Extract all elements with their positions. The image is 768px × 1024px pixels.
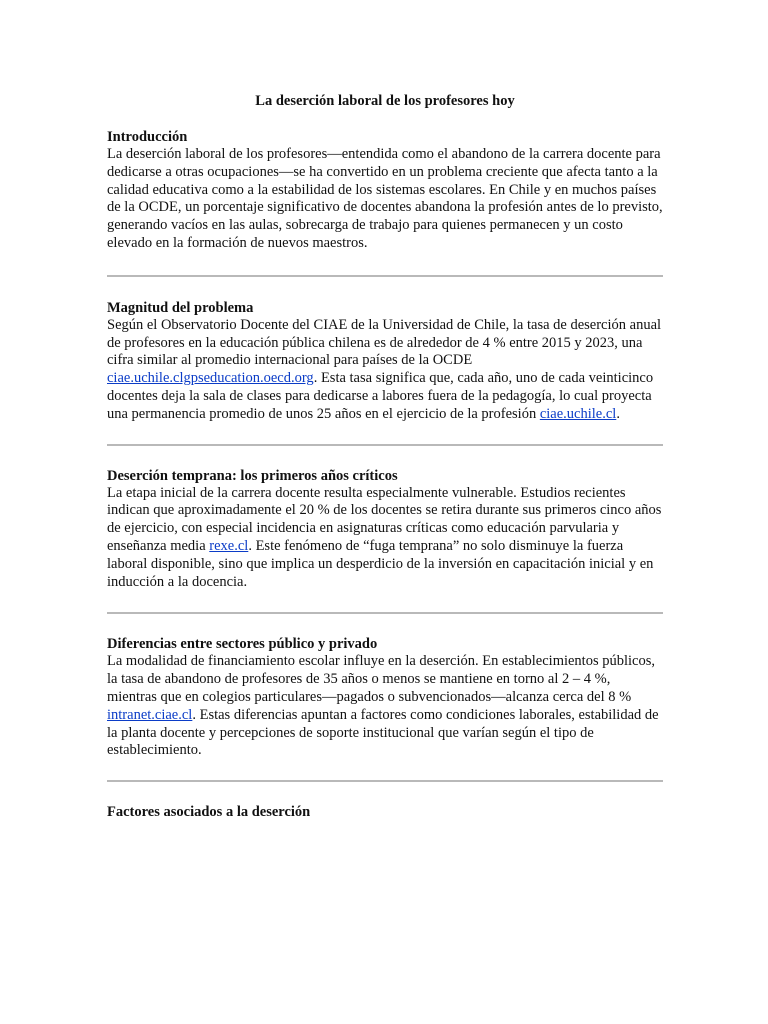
source-link[interactable]: ciae.uchile.clgpseducation.oecd.org — [107, 370, 314, 387]
source-link[interactable]: intranet.ciae.cl — [107, 706, 193, 723]
paragraph-text: . Este fenómeno de “fuga temprana” no solo disminuye la fuerza laboral disponible, sino que implica un desperdicio de la inversión en capacitación inicial y en inducción a la docencia. — [107, 537, 654, 590]
section-paragraph — [107, 485, 663, 592]
section-paragraph: La deserción laboral de los profesores—entendida como el abandono de la carrera docente para dedicarse a otras ocupaciones—se ha convertido en un problema creciente que afecta tanto a la calidad educativa como a la estabilidad de los sistemas escolares. En Chile y en muchos países de la OCDE, un porcentaje significativo de docentes abandona la profesión antes de lo previsto, generando vacíos en las aulas, sobrecarga de trabajo para quienes permanecen y un costo elevado en la formación de nuevos maestros. — [107, 146, 663, 251]
section-paragraph — [107, 653, 663, 760]
section-divider — [107, 780, 663, 782]
section-divider — [107, 275, 663, 277]
section-factores — [107, 803, 663, 821]
source-link[interactable]: rexe.cl — [209, 537, 249, 554]
section-desercion-temprana — [107, 467, 663, 592]
section-heading: Factores asociados a la deserción — [107, 804, 311, 821]
section-heading: Introducción — [107, 129, 188, 145]
section-magnitud — [107, 299, 663, 424]
document-title: La deserción laboral de los profesores hoy — [255, 93, 515, 109]
section-divider — [107, 612, 663, 614]
paragraph-text: Según el Observatorio Docente del CIAE de la Universidad de Chile, la tasa de deserción anual de profesores en la educación pública chilena es de alrededor de 4 % entre 2015 y 2023, una cifra similar al promedio internacional para países de la OCDE — [107, 316, 662, 369]
paragraph-text: La modalidad de financiamiento escolar influye en la deserción. En establecimientos públicos, la tasa de abandono de profesores de 35 años o menos se mantiene en torno al 2 – 4 %, mientras que en colegios particulares—pagados o subvencionados—alcanza cerca del 8 % — [107, 653, 655, 705]
source-link[interactable]: ciae.uchile.cl — [539, 405, 617, 422]
document-page — [107, 92, 663, 821]
section-paragraph — [107, 317, 663, 424]
section-divider — [107, 444, 663, 446]
section-heading: Magnitud del problema — [107, 299, 254, 316]
section-heading: Deserción temprana: los primeros años críticos — [107, 467, 398, 484]
paragraph-text: . Estas diferencias apuntan a factores como condiciones laborales, estabilidad de la planta docente y percepciones de soporte institucional que varían según el tipo de establecimiento. — [107, 706, 659, 759]
paragraph-text: . — [616, 405, 620, 422]
section-heading: Diferencias entre sectores público y privado — [107, 636, 378, 653]
paragraph-text: . Esta tasa significa que, cada año, uno de cada veinticinco docentes deja la sala de clases para dedicarse a labores fuera de la pedagogía, lo cual proyecta una permanencia promedio de unos 25 años en el ejercicio de la profesión — [107, 370, 654, 422]
paragraph-text: La etapa inicial de la carrera docente resulta especialmente vulnerable. Estudios recientes indican que aproximadamente el 20 % de los docentes se retira durante sus primeros cinco años de ejercicio, con especial incidencia en asignaturas críticas como educación parvularia y enseñanza media — [107, 484, 662, 554]
section-sectores — [107, 635, 663, 760]
section-introduccion — [107, 128, 663, 253]
